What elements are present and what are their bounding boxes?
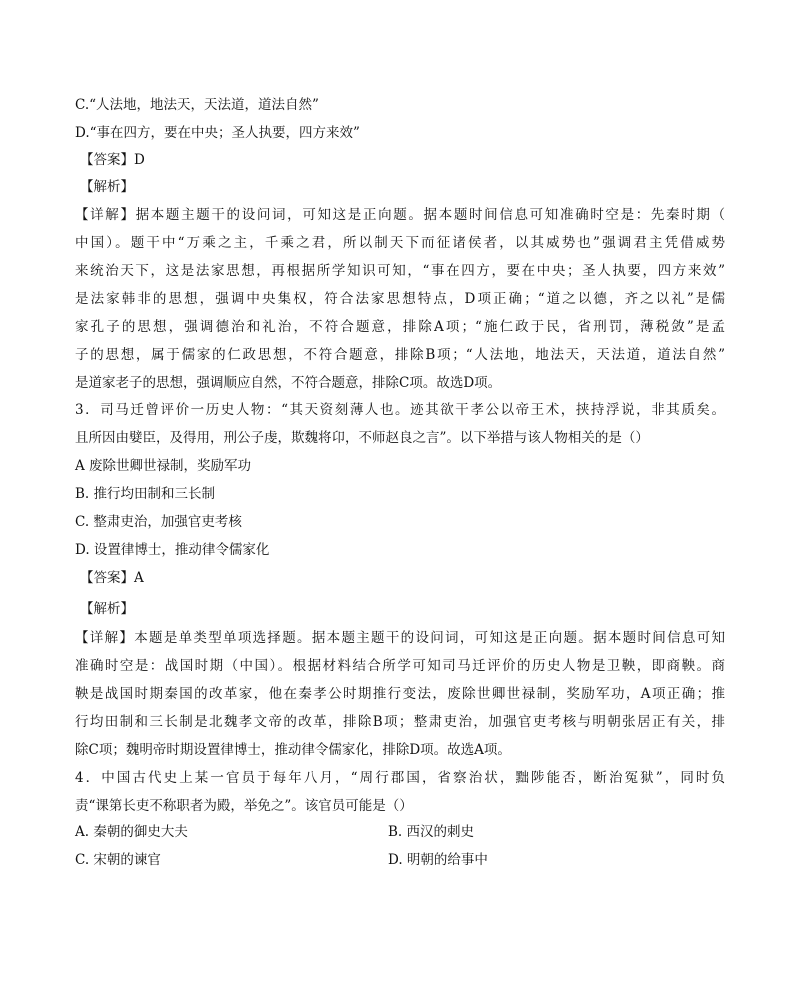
- q2-option-d: D.“事在四方，要在中央；圣人执要，四方来效”: [75, 125, 360, 141]
- q3-stem-line: 且所因由嬖臣，及得用，刑公子虔，欺魏将卬，不师赵良之言”。以下举措与该人物相关的是（）: [75, 430, 649, 446]
- q3-detail-line: 准确时空是：战国时期（中国）。根据材料结合所学可知司马迁评价的历史人物是卫鞅，即商鞅。商: [75, 658, 725, 674]
- q3-option-a: A 废除世卿世禄制，奖励军功: [75, 458, 252, 474]
- q4-option-d: D. 明朝的给事中: [388, 852, 488, 868]
- q2-detail-line: 中国）。题干中“万乘之主，千乘之君，所以制天下而征诸侯者，以其威势也”强调君主凭借威势: [75, 235, 725, 251]
- q3-option-b: B. 推行均田制和三长制: [75, 486, 216, 502]
- q4-stem-line: 4．中国古代史上某一官员于每年八月，“周行郡国，省察治状，黜陟能否，断治冤狱”，同时负: [75, 770, 725, 786]
- q3-stem-line: 3．司马迁曾评价一历史人物：“其天资刻薄人也。迹其欲干孝公以帝王术，挟持浮说，非其质矣。: [75, 402, 725, 418]
- q2-detail-line: 子的思想，属于儒家的仁政思想，不符合题意，排除B项；“人法地，地法天，天法道，道法自然”: [75, 347, 725, 363]
- q2-answer: 【答案】D: [80, 152, 145, 168]
- q3-option-c: C. 整肃吏治，加强官吏考核: [75, 514, 242, 530]
- q4-option-b: B. 西汉的刺史: [388, 824, 475, 840]
- q3-detail-line: 行均田制和三长制是北魏孝文帝的改革，排除B项；整肃吏治，加强官吏考核与明朝张居正有关，排: [75, 714, 725, 730]
- q3-answer: 【答案】A: [80, 570, 144, 586]
- q4-stem-line: 责“课第长吏不称职者为殿，举免之”。该官员可能是（）: [75, 798, 413, 814]
- q4-option-a: A. 秦朝的御史大夫: [75, 824, 188, 840]
- q3-detail-line: 除C项；魏明帝时期设置律博士，推动律令儒家化，排除D项。故选A项。: [75, 742, 511, 758]
- q3-analysis-heading: 【解析】: [80, 601, 134, 617]
- q3-detail-line: 【详解】本题是单类型单项选择题。据本题主题干的设问词，可知这是正向题。据本题时间信息可知: [75, 630, 725, 646]
- q3-detail-line: 鞅是战国时期秦国的改革家，他在秦孝公时期推行变法，废除世卿世禄制，奖励军功，A项正确；推: [75, 686, 725, 702]
- q2-detail-line: 是道家老子的思想，强调顺应自然，不符合题意，排除C项。故选D项。: [75, 375, 502, 391]
- q2-detail-line: 家孔子的思想，强调德治和礼治，不符合题意，排除A项；“施仁政于民，省刑罚，薄税敛”是孟: [75, 319, 725, 335]
- q2-detail-line: 是法家韩非的思想，强调中央集权，符合法家思想特点，D项正确；“道之以德，齐之以礼”是儒: [75, 291, 725, 307]
- q2-analysis-heading: 【解析】: [80, 179, 134, 195]
- q2-detail-line: 【详解】据本题主题干的设问词，可知这是正向题。据本题时间信息可知准确时空是：先秦时期（: [75, 207, 725, 223]
- q4-option-c: C. 宋朝的谏官: [75, 852, 161, 868]
- q2-option-c: C.“人法地，地法天，天法道，道法自然”: [75, 97, 319, 113]
- q2-detail-line: 来统治天下，这是法家思想，再根据所学知识可知，“事在四方，要在中央；圣人执要，四方来效”: [75, 263, 725, 279]
- q3-option-d: D. 设置律博士，推动律令儒家化: [75, 542, 270, 558]
